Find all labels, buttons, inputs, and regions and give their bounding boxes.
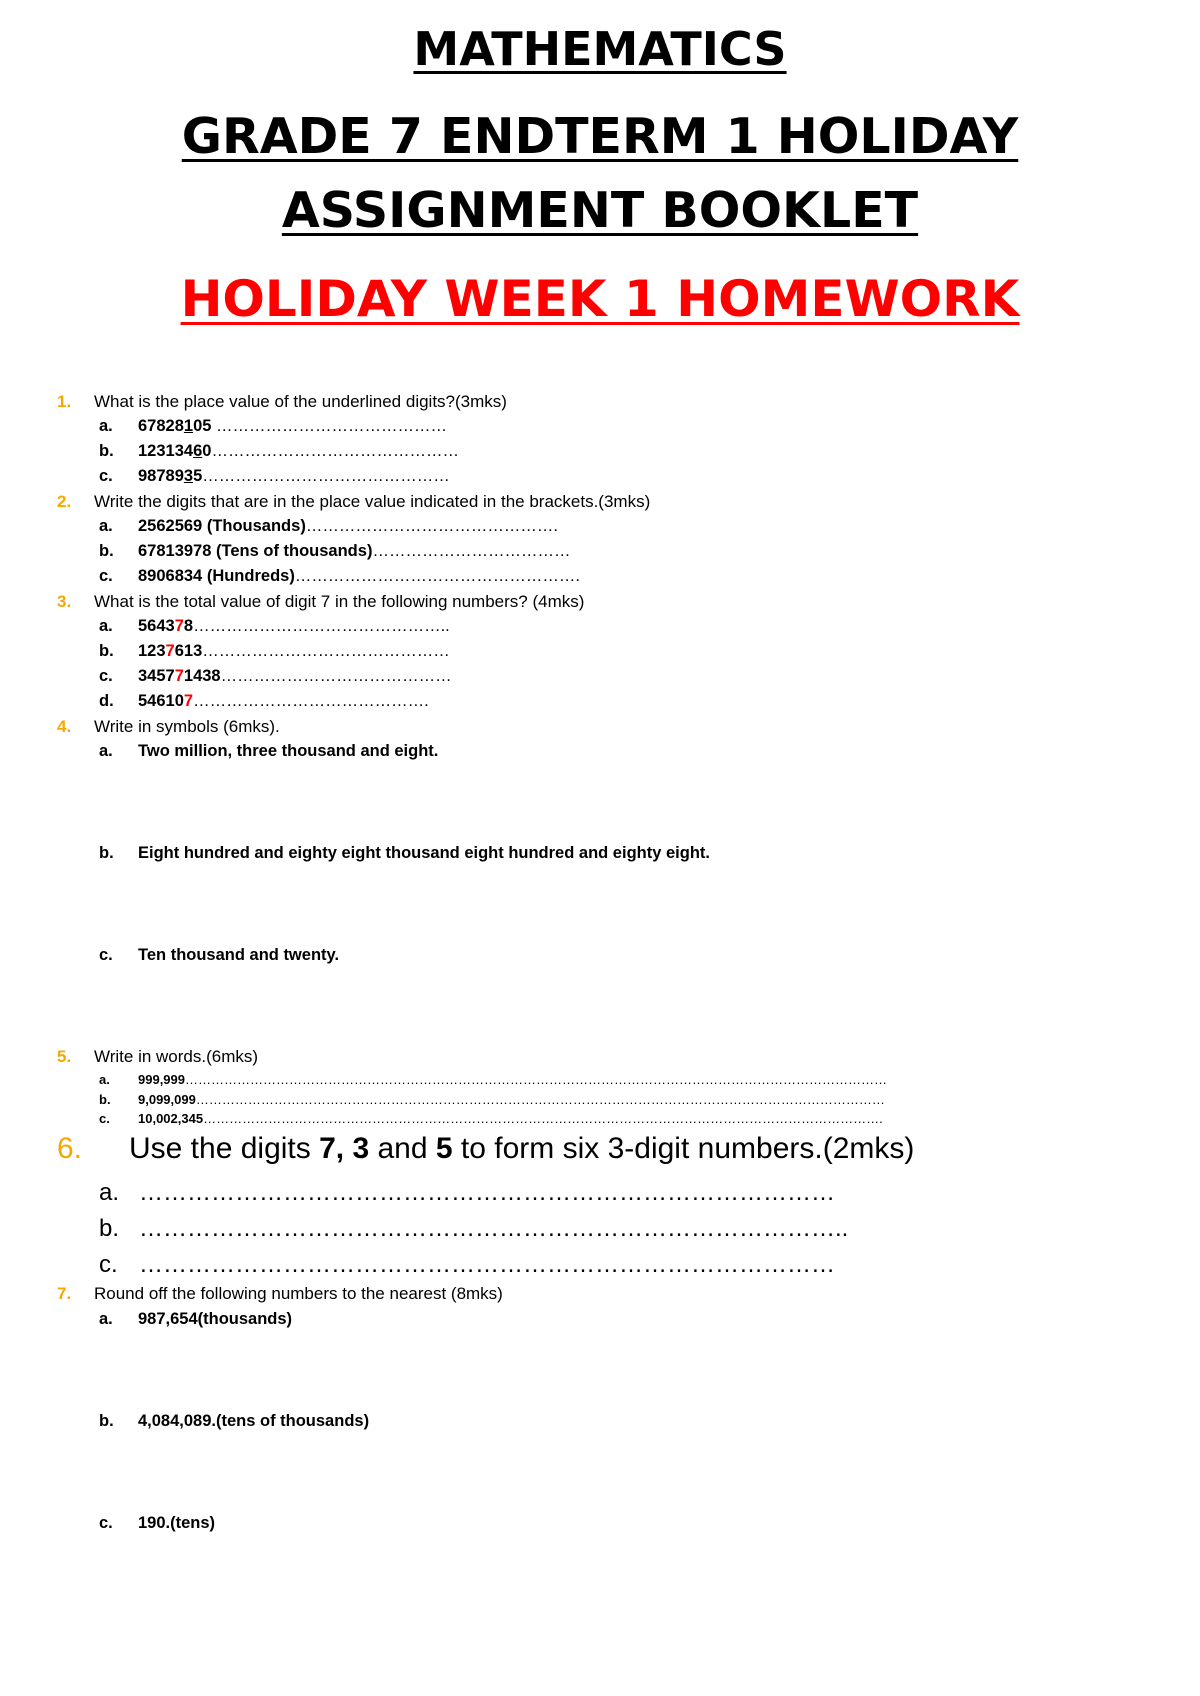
question-number: 2.	[57, 492, 72, 511]
question-5	[57, 1047, 258, 1067]
item-text: 987,654(thousands)	[138, 1310, 293, 1328]
item-label: c.	[99, 946, 113, 964]
q4-item-a	[99, 742, 438, 761]
answer-line[interactable]: ………………………………………………………………………………………………………………………………………………	[185, 1072, 887, 1087]
answer-line[interactable]: …………………………………………….	[294, 567, 580, 585]
number-post: 613	[174, 642, 203, 660]
number-post: 0	[202, 442, 212, 460]
question-text: What is the place value of the underlined digits?(3mks)	[94, 392, 507, 411]
item-text: 999,999	[138, 1072, 185, 1087]
item-text: 4,084,089.(tens of thousands)	[138, 1412, 370, 1430]
item-label: a.	[99, 742, 113, 760]
q5-item-a	[99, 1072, 887, 1087]
question-text: Write in symbols (6mks).	[94, 717, 280, 736]
question-text-end: numbers.(2mks)	[689, 1132, 915, 1165]
item-text: Ten thousand and twenty.	[138, 946, 340, 964]
highlighted-digit: 7	[174, 667, 184, 685]
item-label: b.	[99, 442, 114, 460]
item-label: b.	[99, 844, 114, 862]
number-pre: 67828	[138, 417, 184, 435]
question-number: 7.	[57, 1284, 72, 1303]
item-label: b.	[99, 1215, 120, 1242]
q4-item-c	[99, 946, 339, 965]
number-pre: 5643	[138, 617, 175, 635]
question-text: Round off the following numbers to the nearest (8mks)	[94, 1284, 503, 1303]
item-text: 9,099,099	[138, 1092, 196, 1107]
item-label: b.	[99, 1412, 114, 1430]
number-post: 05	[193, 417, 212, 435]
q3-item-c	[99, 667, 452, 686]
item-label: a.	[99, 617, 113, 635]
question-1	[57, 392, 507, 412]
item-label: a.	[99, 1179, 120, 1206]
q3-item-b	[99, 642, 450, 661]
answer-line[interactable]: ……………………………………	[211, 417, 448, 435]
number-pre: 3457	[138, 667, 175, 685]
question-text-middle: to form	[452, 1132, 563, 1165]
question-number: 5.	[57, 1047, 72, 1066]
answer-line[interactable]: ………………………………………………………………………………………………………………………………………….	[203, 1111, 883, 1126]
item-label: a.	[99, 417, 113, 435]
number-pre: 54610	[138, 692, 184, 710]
digit-bold: 5	[435, 1132, 453, 1165]
answer-line[interactable]: ……………………………………….	[305, 517, 558, 535]
title-grade: GRADE 7 ENDTERM 1 HOLIDAY	[181, 108, 1019, 165]
q2-item-c	[99, 567, 580, 586]
q7-item-a	[99, 1310, 292, 1329]
answer-line[interactable]: ……………………………………………………………………………..	[139, 1215, 849, 1242]
item-label: c.	[99, 1111, 110, 1126]
item-label: a.	[99, 1310, 113, 1328]
question-6	[57, 1132, 914, 1166]
answer-line[interactable]: ……………………………………	[220, 667, 452, 685]
item-text: 2562569 (Thousands)	[138, 517, 306, 535]
item-text: 8906834 (Hundreds)	[138, 567, 295, 585]
underlined-digit: 1	[183, 417, 194, 435]
q6-item-c	[99, 1251, 835, 1279]
question-number: 6.	[57, 1132, 83, 1165]
answer-line[interactable]: …………………………………….	[193, 692, 429, 710]
q3-item-d	[99, 692, 429, 711]
q4-item-b	[99, 844, 710, 863]
item-label: b.	[99, 542, 114, 560]
digits-bold: 7, 3	[319, 1132, 370, 1165]
number-post: 5	[193, 467, 203, 485]
number-pre: 98789	[138, 467, 184, 485]
q1-item-c	[99, 467, 450, 486]
answer-line[interactable]: ………………………………………	[202, 467, 450, 485]
item-label: d.	[99, 692, 114, 710]
item-label: c.	[99, 667, 113, 685]
question-number: 3.	[57, 592, 72, 611]
q6-item-b	[99, 1215, 848, 1243]
q5-item-c	[99, 1111, 883, 1126]
item-text: 10,002,345	[138, 1111, 204, 1126]
highlighted-digit: 7	[174, 617, 184, 635]
item-label: b.	[99, 642, 114, 660]
title-subject: MATHEMATICS	[413, 22, 787, 76]
answer-line[interactable]: ………………………………………	[202, 642, 450, 660]
q2-item-b	[99, 542, 570, 561]
item-label: a.	[99, 517, 113, 535]
q6-item-a	[99, 1179, 835, 1207]
question-text: Write in words.(6mks)	[94, 1047, 259, 1066]
question-2	[57, 492, 650, 512]
answer-line[interactable]: ……………………………………………………………………………………………………………………………………………	[195, 1092, 885, 1107]
question-number: 1.	[57, 392, 72, 411]
question-text-joiner: and	[369, 1132, 436, 1165]
answer-line[interactable]: ……………………………………………………………………………	[139, 1251, 835, 1278]
number-post: 1438	[183, 667, 221, 685]
number-pre: 123	[138, 642, 166, 660]
question-7	[57, 1284, 503, 1304]
q2-item-a	[99, 517, 558, 536]
number-post: 8	[183, 617, 194, 635]
question-text: What is the total value of digit 7 in the following numbers? (4mks)	[94, 592, 585, 611]
highlighted-digit: 7	[165, 642, 175, 660]
item-text: Eight hundred and eighty eight thousand eight hundred and eighty eight.	[138, 844, 710, 862]
question-number: 4.	[57, 717, 72, 736]
title-booklet: ASSIGNMENT BOOKLET	[281, 182, 919, 239]
answer-line[interactable]: ………………………………………..	[193, 617, 450, 635]
six-digit-phrase: six 3-digit	[562, 1132, 690, 1165]
question-text: Use the digits	[129, 1132, 320, 1165]
answer-line[interactable]: ………………………………………	[211, 442, 459, 460]
question-text: Write the digits that are in the place value indicated in the brackets.(3mks)	[94, 492, 651, 511]
title-homework: HOLIDAY WEEK 1 HOMEWORK	[180, 270, 1020, 328]
item-label: c.	[99, 567, 113, 585]
question-3	[57, 592, 584, 612]
item-text: 67813978 (Tens of thousands)	[138, 542, 373, 560]
item-text: 190.(tens)	[138, 1514, 216, 1532]
item-text: Two million, three thousand and eight.	[138, 742, 439, 760]
q1-item-b	[99, 442, 459, 461]
item-label: c.	[99, 467, 113, 485]
item-label: a.	[99, 1072, 110, 1087]
answer-line[interactable]: ……………………………………………………………………………	[139, 1179, 835, 1206]
highlighted-digit: 7	[183, 692, 194, 710]
q7-item-b	[99, 1412, 369, 1431]
underlined-digit: 3	[183, 467, 194, 485]
answer-line[interactable]: ………………………………	[372, 542, 571, 560]
item-label: b.	[99, 1092, 111, 1107]
q5-item-b	[99, 1092, 885, 1107]
q1-item-a	[99, 417, 447, 436]
question-4	[57, 717, 280, 737]
q3-item-a	[99, 617, 450, 636]
item-label: c.	[99, 1251, 118, 1278]
underlined-digit: 6	[193, 442, 203, 460]
number-pre: 123134	[138, 442, 194, 460]
item-label: c.	[99, 1514, 113, 1532]
q7-item-c	[99, 1514, 215, 1533]
